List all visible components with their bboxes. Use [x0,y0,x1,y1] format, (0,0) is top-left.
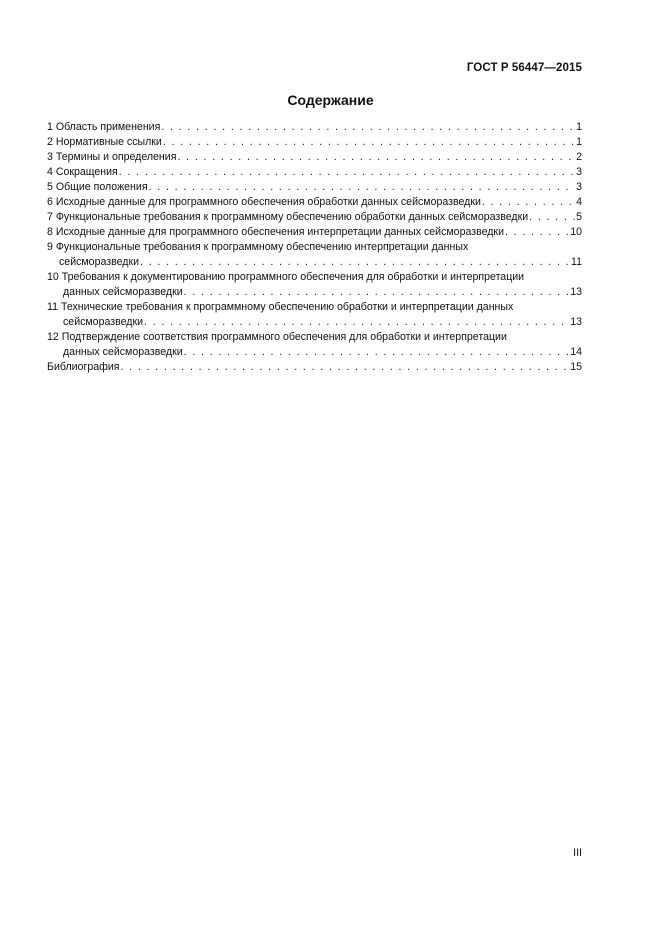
toc-entry-9[interactable] [47,240,582,270]
toc-page-number: 2 [576,151,582,163]
toc-entry-text: 8 Исходные данные для программного обеспечения интерпретации данных сейсморазведки [47,226,504,238]
dot-leader [184,285,570,300]
dot-leader [163,135,575,150]
toc-entry-11[interactable] [47,300,582,330]
toc-page-number: 1 [576,136,582,148]
dot-leader [149,180,576,195]
toc-page-number: 3 [576,166,582,178]
toc-entry-text: данных сейсморазведки [63,346,183,358]
dot-leader [161,120,575,135]
toc-entry-text: 5 Общие положения [47,181,148,193]
toc-entry-text: 3 Термины и определения [47,151,177,163]
dot-leader [177,150,575,165]
toc-entry-text: Библиография [47,361,120,373]
toc-entry-5[interactable] [47,180,582,195]
dot-leader [184,345,570,360]
dot-leader [120,360,569,375]
dot-leader [505,225,569,240]
dot-leader [529,210,575,225]
toc-entry-text: 6 Исходные данные для программного обеспечения обработки данных сейсморазведки [47,196,481,208]
toc-page-number: 4 [576,196,582,208]
toc-entry-6[interactable] [47,195,582,210]
toc-page-number: 13 [570,286,582,298]
toc-entry-10[interactable] [47,270,582,300]
toc-entry-text: данных сейсморазведки [63,286,183,298]
toc-entry-text: сейсморазведки [59,256,140,268]
toc-entry-text: сейсморазведки [63,316,144,328]
toc-entry-4[interactable] [47,165,582,180]
toc-entry-first-line: 9 Функциональные требования к программному обеспечению интерпретации данных [47,241,469,253]
toc-page-number: 3 [576,181,582,193]
toc-entry-7[interactable] [47,210,582,225]
page-number: III [573,847,582,859]
toc-entry-2[interactable] [47,135,582,150]
dot-leader [482,195,575,210]
toc-title: Содержание [287,92,374,108]
toc-entry-8[interactable] [47,225,582,240]
toc-page-number: 15 [570,361,582,373]
dot-leader [119,165,575,180]
standard-code: ГОСТ Р 56447—2015 [466,62,582,74]
toc-page-number: 11 [571,256,582,268]
toc-page-number: 13 [570,316,582,328]
toc-entry-first-line: 11 Технические требования к программному обеспечению обработки и интерпретации данных [47,301,514,313]
toc-entry-text: 1 Область применения [47,121,161,133]
dot-leader [144,315,569,330]
toc-page-number: 1 [576,121,582,133]
toc-entry-12[interactable] [47,330,582,360]
toc-entry-text: 2 Нормативные ссылки [47,136,162,148]
toc-entry-bibliography[interactable] [47,360,582,375]
table-of-contents [47,120,582,375]
toc-entry-first-line: 12 Подтверждение соответствия программного обеспечения для обработки и интерпретации [47,331,507,343]
dot-leader [140,255,570,270]
toc-entry-1[interactable] [47,120,582,135]
toc-page-number: 10 [570,226,582,238]
toc-entry-first-line: 10 Требования к документированию программного обеспечения для обработки и интерпретации [47,271,525,283]
toc-entry-3[interactable] [47,150,582,165]
toc-page-number: 5 [576,211,582,223]
toc-entry-text: 4 Сокращения [47,166,118,178]
toc-page-number: 14 [570,346,582,358]
toc-entry-text: 7 Функциональные требования к программному обеспечению обработки данных сейсморазведки [47,211,529,223]
